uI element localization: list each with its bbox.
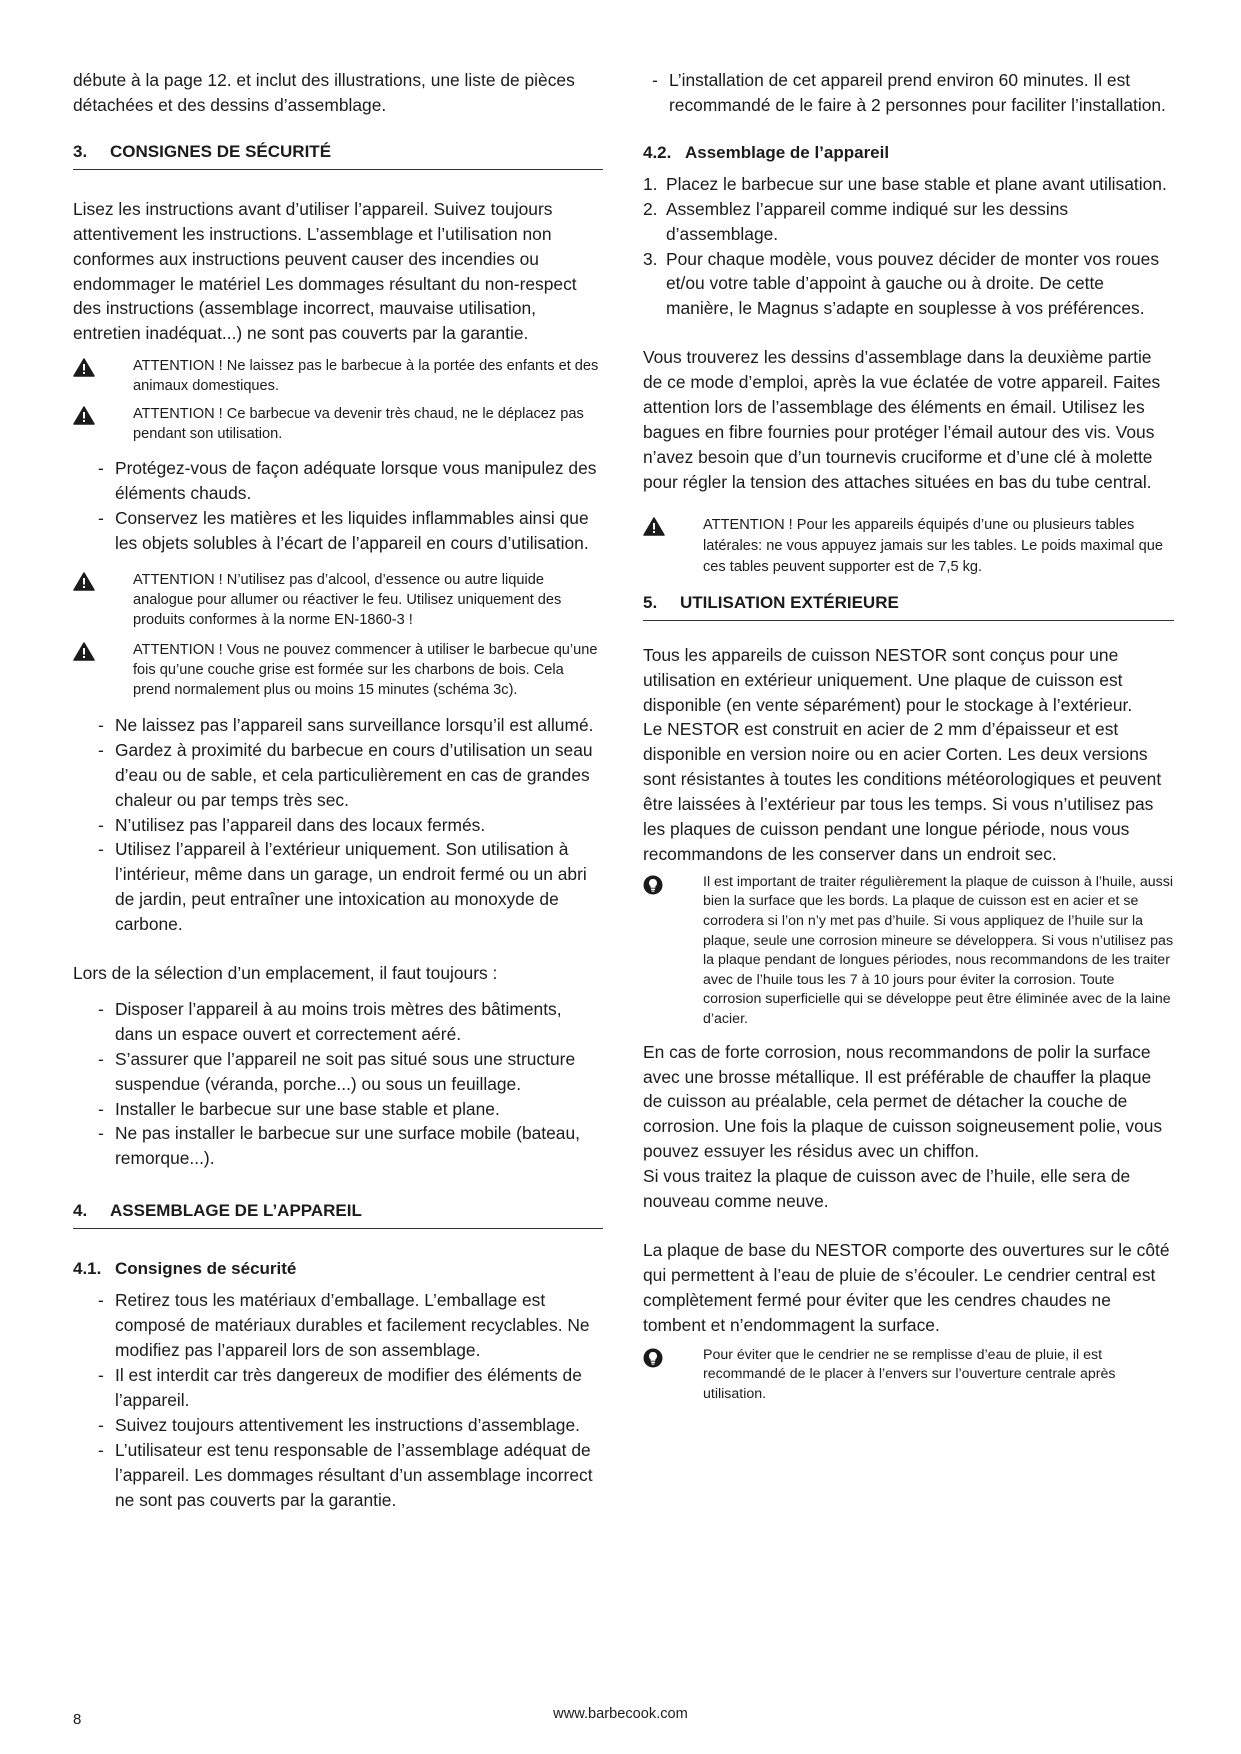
list-item: - Installer le barbecue sur une base stable et plane. <box>98 1098 500 1119</box>
list-item: - S’assurer que l’appareil ne soit pas situé sous une structure suspendue (véranda, porche...) ou sous un feuillage. <box>98 1048 576 1094</box>
left-column <box>73 68 603 1512</box>
safety-list-2 <box>73 713 603 937</box>
warning-note-hot: ATTENTION ! Ce barbecue va devenir très chaud, ne le déplacez pas pendant son utilisation. <box>73 404 603 444</box>
section-4-heading: 4. ASSEMBLAGE DE L’APPAREIL <box>73 1200 603 1229</box>
warning-triangle-icon <box>73 640 133 661</box>
warning-note-alcohol: ATTENTION ! N’utilisez pas d’alcool, d’essence ou autre liquide analogue pour allumer ou réactiver le feu. Utilisez uniquement des produits conformes à la norme EN-1860-3 ! <box>73 570 603 630</box>
list-item: - L’installation de cet appareil prend environ 60 minutes. Il est recommandé de le faire à 2 personnes pour faciliter l’installation. <box>652 70 1166 115</box>
list-item: - Il est interdit car très dangereux de modifier des éléments de l’appareil. <box>98 1365 582 1410</box>
list-item: - Utilisez l’appareil à l’extérieur uniquement. Son utilisation à l’intérieur, même dans un garage, un endroit fermé ou un abri de jardin, peut entraîner une intoxication au monoxyde de carbone. <box>98 839 587 935</box>
warning-note-tables: ATTENTION ! Pour les appareils équipés d’une ou plusieurs tables latérales: ne vous appuyez jamais sur les tables. Le poids maximal que ces tables peuvent supporter est de 7,5 kg. <box>643 515 1174 578</box>
list-item: - Protégez-vous de façon adéquate lorsque vous manipulez des éléments chauds. <box>98 458 597 504</box>
list-item: - Ne laissez pas l’appareil sans surveillance lorsqu’il est allumé. <box>98 714 594 735</box>
right-column <box>643 68 1174 1404</box>
list-item: - L’utilisateur est tenu responsable de l’assemblage adéquat de l’appareil. Les dommages résultant d’un assemblage incorrect ne sont pas couverts par la garantie. <box>98 1439 593 1510</box>
list-item: - Conservez les matières et les liquides inflammables ainsi que les objets solubles à l’écart de l’appareil en cours d’utilisation. <box>98 508 589 553</box>
list-item: 1. Placez le barbecue sur une base stable et plane avant utilisation. <box>643 173 1167 194</box>
outdoor-paragraph-2: Le NESTOR est construit en acier de 2 mm d’épaisseur et est disponible en version noire ou en acier Corten. Les deux versions sont résistantes à toutes les conditions météorologiques et peuvent être laissées à l’extérieur par tous les temps. Si vous n’utilisez pas les plaques de cuisson pendant une longue période, nous vous recommandons de les conserver dans un endroit sec. <box>643 719 1162 864</box>
outdoor-paragraph-5: La plaque de base du NESTOR comporte des ouvertures sur le côté qui permettent à l’eau de pluie de s’écouler. Le cendrier central est complètement fermé pour éviter que les cendres chaudes ne tombent et n’endommagent la surface. <box>643 1239 1170 1335</box>
section-5-heading: 5. UTILISATION EXTÉRIEURE <box>643 592 1174 621</box>
outdoor-paragraph-1: Tous les appareils de cuisson NESTOR sont conçus pour une utilisation en extérieur uniquement. Une plaque de cuisson est disponible (en vente séparément) pour le stockage à l’extérieur. <box>643 644 1133 715</box>
list-item: - Retirez tous les matériaux d’emballage. L’emballage est composé de matériaux durables et facilement recyclables. Ne modifiez pas l’appareil lors de son assemblage. <box>98 1290 590 1361</box>
warning-note-charcoal: ATTENTION ! Vous ne pouvez commencer à utiliser le barbecue qu’une fois qu’une couche grise est formée sur les charbons de bois. Cela prend normalement plus ou moins 15 minutes (schéma 3c). <box>73 640 603 700</box>
intro-page-number: 12 <box>207 70 227 90</box>
warning-triangle-icon <box>643 515 703 536</box>
section-3-heading: 3. CONSIGNES DE SÉCURITÉ <box>73 141 603 170</box>
warning-triangle-icon <box>73 356 133 377</box>
tip-note-oil: Il est important de traiter régulièrement la plaque de cuisson à l’huile, aussi bien la surface que les bords. La plaque de cuisson est en acier et se corrodera si l’on n’y met pas d’huile. Si vous appliquez de l’huile sur la plaque, seule une corrosion mineure se développera. Si vous n’utilisez pas la plaque pendant de longues périodes, nous recommandons de les traiter avec de l’huile tous les 7 à 10 jours pour éviter la corrosion. Toute corrosion superficielle qui se développe peut être éliminée avec de la laine d’acier. <box>643 873 1174 1030</box>
location-intro: Lors de la sélection d’un emplacement, il faut toujours : <box>73 963 498 984</box>
warning-note-children: ATTENTION ! Ne laissez pas le barbecue à la portée des enfants et des animaux domestiques. <box>73 356 603 396</box>
list-item: - Ne pas installer le barbecue sur une surface mobile (bateau, remorque...). <box>98 1123 580 1169</box>
warning-triangle-icon <box>73 404 133 425</box>
safety-list-1 <box>73 456 603 556</box>
list-item: - Suivez toujours attentivement les instructions d’assemblage. <box>98 1414 580 1435</box>
footer-url: www.barbecook.com <box>553 1706 688 1722</box>
lightbulb-icon <box>643 1346 703 1368</box>
tip-note-ashtray: Pour éviter que le cendrier ne se remplisse d’eau de pluie, il est recommandé de le placer à l’envers sur l’ouverture centrale après utilisation. <box>643 1346 1174 1405</box>
outdoor-paragraph-4: Si vous traitez la plaque de cuisson avec de l’huile, elle sera de nouveau comme neuve. <box>643 1166 1131 1212</box>
install-time-list <box>627 68 1174 118</box>
warning-triangle-icon <box>73 570 133 591</box>
page-number: 8 <box>73 1711 82 1728</box>
list-item: - N’utilisez pas l’appareil dans des locaux fermés. <box>98 814 486 835</box>
outdoor-paragraph-3: En cas de forte corrosion, nous recommandons de polir la surface avec une brosse métallique. Il est préférable de chauffer la plaque de cuisson au préalable, cela permet de détacher la couche de corrosion. Une fois la plaque de cuisson soigneusement polie, vous pouvez essuyer les résidus avec un chiffon. <box>643 1041 1163 1162</box>
safety-intro-paragraph: Lisez les instructions avant d’utiliser l’appareil. Suivez toujours attentivement les instructions. L’assemblage et l’utilisation non conformes aux instructions peuvent causer des incendies ou endommager le matériel Les dommages résultant du non-respect des instructions (assemblage incorrect, mauvaise utilisation, entretien inadéquat...) ne sont pas couverts par la garantie. <box>73 198 577 344</box>
assembly-steps <box>643 172 1174 321</box>
subsection-4-2-heading: 4.2. Assemblage de l’appareil <box>643 142 890 162</box>
lightbulb-icon <box>643 873 703 895</box>
list-item: 3. Pour chaque modèle, vous pouvez décider de monter vos roues et/ou votre table d’appoint à gauche ou à droite. De cette manière, le Magnus s’adapte en souplesse à vos préférences. <box>643 248 1160 319</box>
assembly-safety-list <box>73 1288 603 1512</box>
drawings-paragraph: Vous trouverez les dessins d’assemblage dans la deuxième partie de ce mode d’emploi, après la vue éclatée de votre appareil. Faites attention lors de l’assemblage des éléments en émail. Utilisez les bagues en fibre fournies pour protéger l’émail autour des vis. Vous n’avez besoin que d’un tournevis cruciforme et d’une clé à molette pour régler la tension des attaches situées en bas du tube central. <box>643 347 1161 492</box>
intro-paragraph: débute à la page 12. et inclut des illustrations, une liste de pièces détachées et des dessins d’assemblage. <box>73 70 575 115</box>
list-item: - Disposer l’appareil à au moins trois mètres des bâtiments, dans un espace ouvert et correctement aéré. <box>98 998 562 1044</box>
list-item: 2. Assemblez l’appareil comme indiqué sur les dessins d’assemblage. <box>643 198 1069 244</box>
subsection-4-1-heading: 4.1. Consignes de sécurité <box>73 1259 297 1279</box>
list-item: - Gardez à proximité du barbecue en cours d’utilisation un seau d’eau ou de sable, et cela particulièrement en cas de grandes chaleur ou par temps très sec. <box>98 739 593 810</box>
location-list <box>73 997 603 1171</box>
